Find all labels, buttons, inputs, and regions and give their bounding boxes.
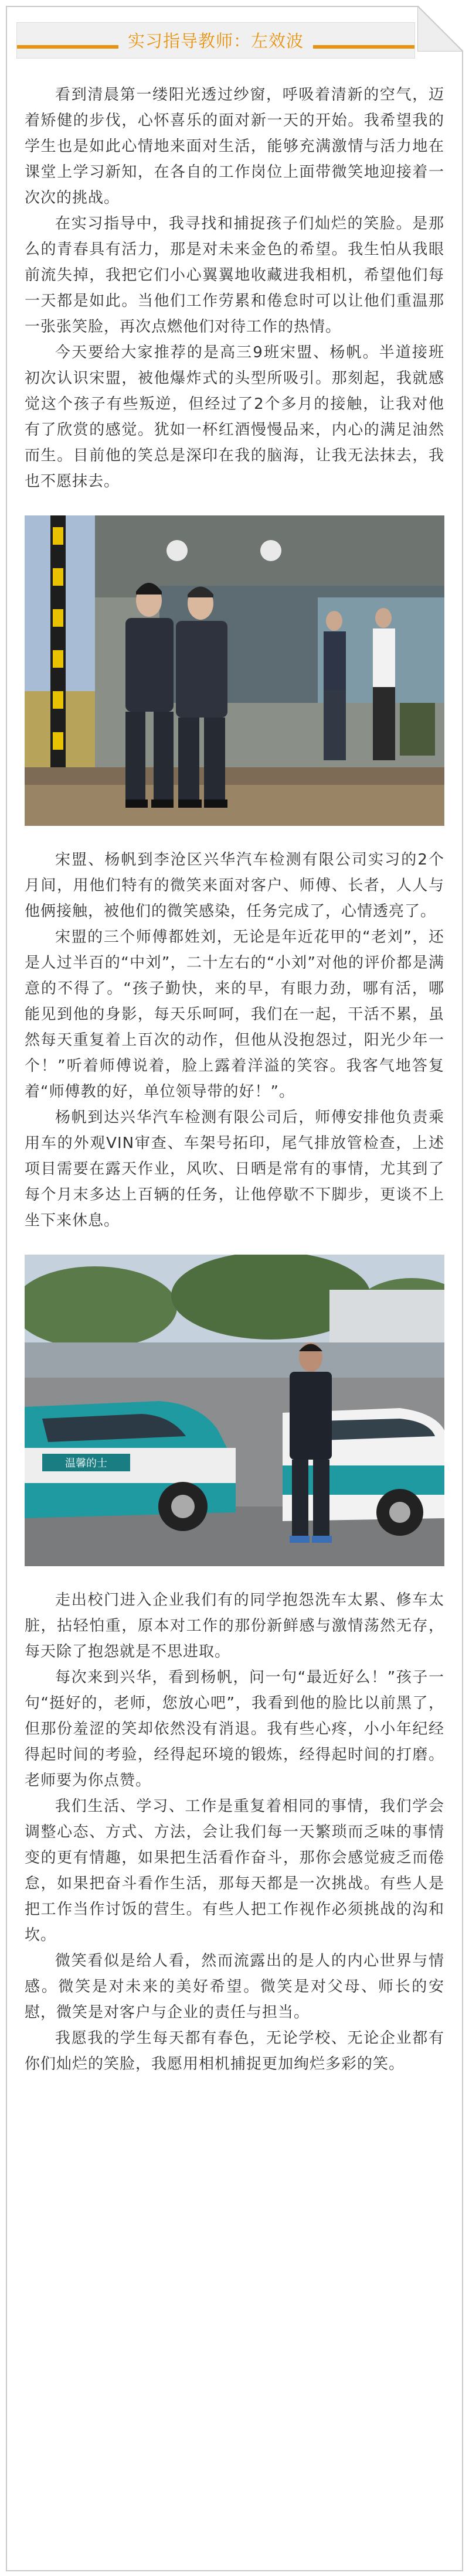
article-header <box>16 22 415 59</box>
article-body <box>25 82 444 2077</box>
section-intro <box>25 82 444 494</box>
photo-trainees-garage <box>25 515 444 826</box>
article-paragraph: 在实习指导中，我寻找和捕捉孩子们灿烂的笑脸。是那么的青春具有活力，那是对未来金色的希望。我生怕从我眼前流失掉，我把它们小心翼翼地收藏进我相机，希望他们每一天都是如此。当他们工作劳累和倦怠时可以让他们重温那一张张笑脸，再次点燃他们对待工作的热情。 <box>25 215 444 336</box>
section-reflection <box>25 1587 444 2077</box>
taxi-decal-text: 温馨的士 <box>65 1457 107 1470</box>
article-paragraph: 宋盟、杨帆到李沧区兴华汽车检测有限公司实习的2个月间，用他们特有的微笑来面对客户、师傅、长者，人人与他俩接触，被他们的微笑感染，任务完成了，心情透亮了。 <box>25 851 444 920</box>
header-title: 实习指导教师：左效波 <box>17 23 414 59</box>
article-paragraph: 看到清晨第一缕阳光透过纱窗，呼吸着清新的空气，迈着矫健的步伐，心怀喜乐的面对新一天的开始。我希望我的学生也是如此心情地来面对生活，能够充满激情与活力地在课堂上学习新知，在各自的工作岗位上面带微笑地迎接着一次次的挑战。 <box>25 86 444 207</box>
article-paragraph: 杨帆到达兴华汽车检测有限公司后，师傅安排他负责乘用车的外观VIN审查、车架号拓印，尾气排放管检查，上述项目需要在露天作业，风吹、日晒是常有的事情，尤其到了每个月末多达上百辆的任务，让他停歇不下脚步，更谈不上坐下来休息。 <box>25 1109 444 1229</box>
article-paragraph: 我们生活、学习、工作是重复着相同的事情，我们学会调整心态、方式、方法，会让我们每一天繁琐而乏味的事情变的更有情趣，如果把生活看作奋斗，那你会感觉疲乏而倦怠，如果把奋斗看作生活，那每天都是一次挑战。有些人是把工作当作讨饭的营生。有些人把工作视作必须挑战的沟和坎。 <box>25 1798 444 1944</box>
page-fold-corner <box>417 6 463 52</box>
article-paragraph: 我愿我的学生每天都有春色，无论学校、无论企业都有你们灿烂的笑脸，我愿用相机捕捉更加绚烂多彩的笑。 <box>25 2030 444 2073</box>
photo-trainee-taxis <box>25 1255 444 1566</box>
section-trainees <box>25 847 444 1234</box>
article-paragraph: 走出校门进入企业我们有的同学抱怨洗车太累、修车太脏，拈轻怕重，原本对工作的那份新鲜感与激情荡然无存，每天除了抱怨就是不思进取。 <box>25 1591 444 1661</box>
article-paragraph: 每次来到兴华，看到杨帆，问一句“最近好么！”孩子一句“挺好的，老师，您放心吧”，我看到他的脸比以前黑了，但那份羞涩的笑却依然没有消退。我有些心疼，小小年纪经得起时间的考验，经得起环境的锻炼，经得起时间的打磨。老师要为你点赞。 <box>25 1669 444 1789</box>
article-paragraph: 宋盟的三个师傅都姓刘，无论是年近花甲的“老刘”，还是人过半百的“中刘”，二十左右的“小刘”对他的评价都是满意的不得了。“孩子勤快，来的早，有眼力劲，哪有活，哪能见到他的身影，每天乐呵呵，我们在一起，干活不累，虽然每天重复着上百次的动作，但他从没抱怨过，阳光少年一个！”听着师傅说着，脸上露着洋溢的笑容。我客气地答复着“师傅教的好，单位领导带的好！”。 <box>25 928 444 1101</box>
article-paragraph: 今天要给大家推荐的是高三9班宋盟、杨帆。半道接班初次认识宋盟，被他爆炸式的头型所吸引。那刻起，我就感觉这个孩子有些叛逆，但经过了2个多月的接触，让我对他有了欣赏的感觉。犹如一杯红酒慢慢品来，内心的满足油然而生。目前他的笑总是深印在我的脑海，让我无法抹去，我也不愿抹去。 <box>25 344 444 490</box>
article-paragraph: 微笑看似是给人看，然而流露出的是人的内心世界与情感。微笑是对未来的美好希望。微笑是对父母、师长的安慰，微笑是对客户与企业的责任与担当。 <box>25 1952 444 2021</box>
